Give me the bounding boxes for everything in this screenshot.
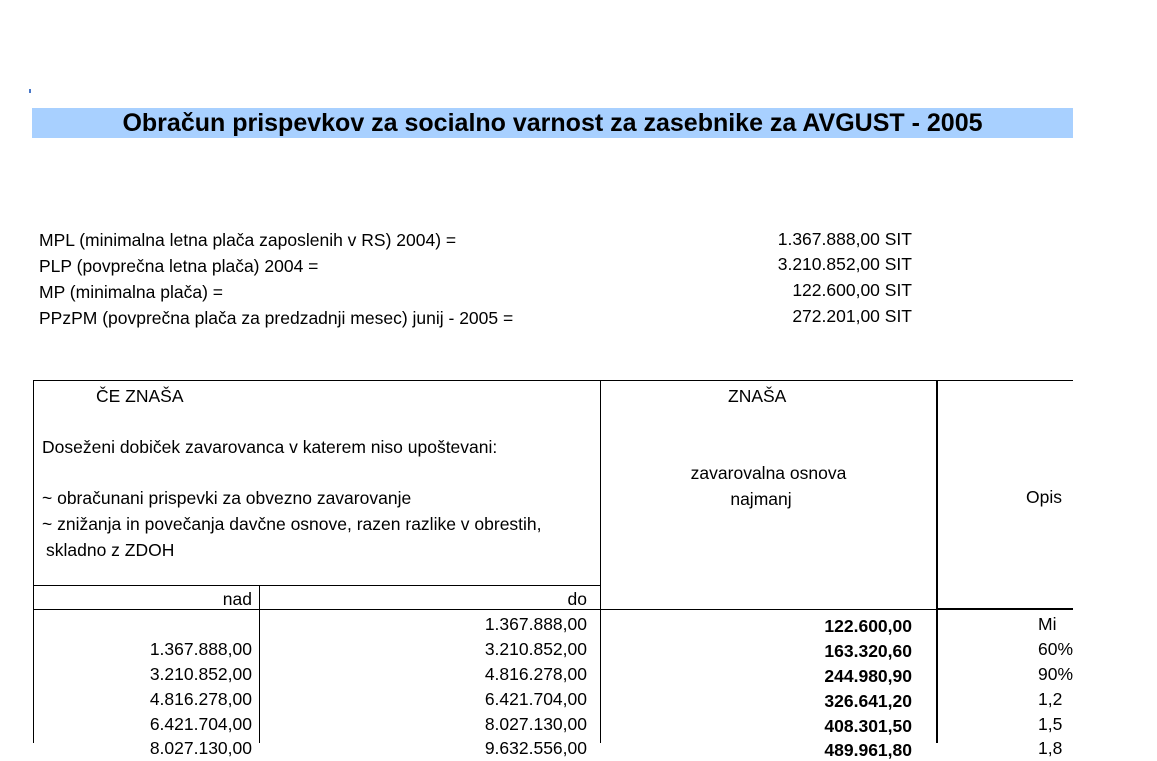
desc-line-2: ~ obračunani prispevki za obvezno zavarovanje — [42, 488, 412, 508]
header-to: do — [567, 589, 587, 609]
cell-desc: 1,8 — [1038, 738, 1063, 758]
header-from: nad — [222, 589, 252, 609]
desc-line-1: Doseženi dobiček zavarovanca v katerem niso upoštevani: — [42, 437, 498, 457]
cell-desc: Mi — [1038, 614, 1057, 634]
cell-to: 6.421.704,00 — [484, 689, 587, 709]
param-label-ppzpm: PPzPM (povprečna plača za predzadnji mesec) junij - 2005 = — [39, 308, 514, 328]
cell-base: 244.980,90 — [824, 666, 912, 686]
table-row — [0, 737, 1157, 760]
title-bar — [32, 108, 1073, 138]
cell-from: 1.367.888,00 — [149, 639, 252, 659]
table-row — [0, 638, 1157, 662]
cell-to: 1.367.888,00 — [484, 614, 587, 634]
cell-desc: 1,5 — [1038, 714, 1063, 734]
subheader-top-border — [33, 585, 601, 586]
cell-to: 4.816.278,00 — [484, 664, 587, 684]
param-label-plp: PLP (povprečna letna plača) 2004 = — [39, 256, 319, 276]
cell-to: 3.210.852,00 — [484, 639, 587, 659]
cell-desc: 60% — [1038, 639, 1074, 659]
base-line-1: zavarovalna osnova — [690, 463, 847, 483]
cell-marker — [29, 89, 31, 93]
cell-from: 8.027.130,00 — [149, 738, 252, 758]
cell-to: 8.027.130,00 — [484, 714, 587, 734]
header-desc: Opis — [1026, 487, 1062, 507]
param-label-mpl: MPL (minimalna letna plača zaposlenih v RS) 2004) = — [39, 230, 457, 250]
param-value-plp: 3.210.852,00 SIT — [777, 254, 912, 274]
param-value-mpl: 1.367.888,00 SIT — [777, 229, 912, 249]
table-row — [0, 713, 1157, 737]
desc-line-4: skladno z ZDOH — [46, 540, 175, 560]
desc-line-3: ~ znižanja in povečanja davčne osnove, razen razlike v obrestih, — [42, 514, 542, 534]
param-value-mp: 122.600,00 SIT — [792, 280, 912, 300]
header-amount: ZNAŠA — [728, 386, 787, 406]
cell-base: 122.600,00 — [824, 616, 912, 636]
cell-from: 3.210.852,00 — [149, 664, 252, 684]
cell-base: 489.961,80 — [824, 740, 912, 760]
cell-base: 408.301,50 — [824, 716, 912, 736]
cell-to: 9.632.556,00 — [484, 738, 587, 758]
cell-from: 6.421.704,00 — [149, 714, 252, 734]
desc-column-divider — [937, 608, 1073, 610]
cell-desc: 90% — [1038, 664, 1074, 684]
cell-base: 326.641,20 — [824, 691, 912, 711]
table-top-border — [33, 380, 1073, 381]
base-line-2: najmanj — [730, 489, 792, 509]
cell-desc: 1,2 — [1038, 689, 1063, 709]
header-if: ČE ZNAŠA — [96, 386, 184, 406]
cell-from: 4.816.278,00 — [149, 689, 252, 709]
param-label-mp: MP (minimalna plača) = — [39, 282, 223, 302]
table-row — [0, 688, 1157, 712]
page-title: Obračun prispevkov za socialno varnost za zasebnike za AVGUST - 2005 — [122, 109, 983, 137]
table-row — [0, 613, 1157, 637]
param-value-ppzpm: 272.201,00 SIT — [792, 306, 912, 326]
table-row — [0, 663, 1157, 687]
cell-base: 163.320,60 — [824, 641, 912, 661]
